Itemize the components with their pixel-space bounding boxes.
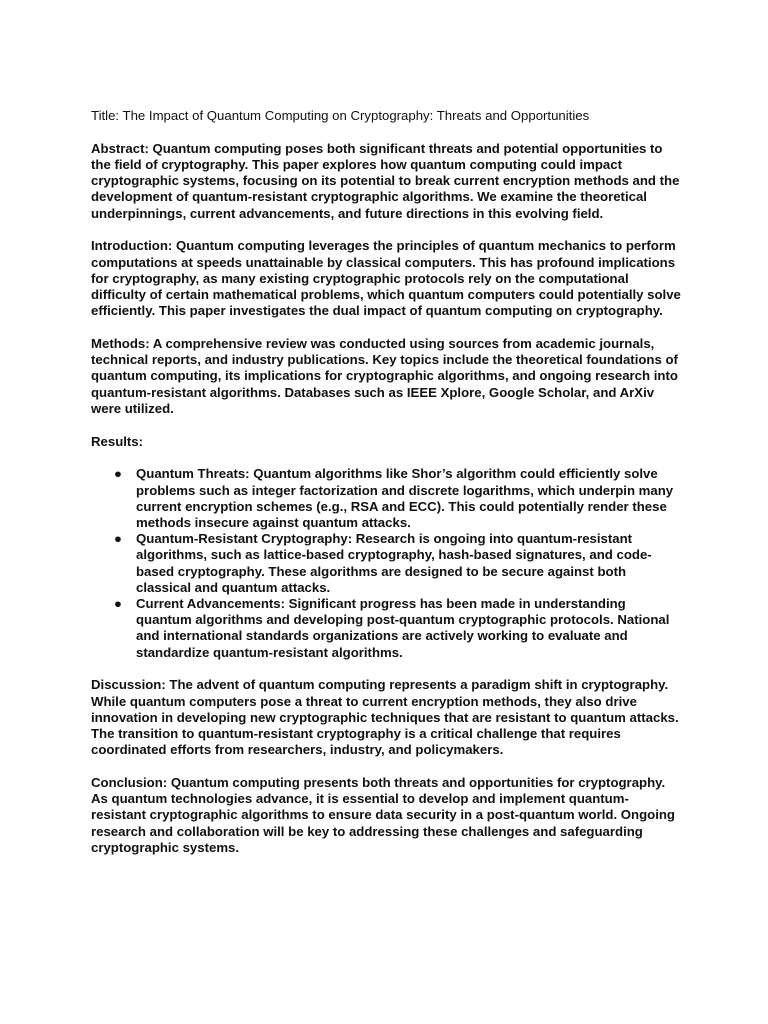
bullet-icon: ● <box>114 596 122 612</box>
abstract-paragraph: Abstract: Quantum computing poses both significant threats and potential opportunities to the field of cryptography. This paper explores how quantum computing could impact cryptographic systems, focusing on its potential to break current encryption methods and the development of quantum-resistant cryptographic algorithms. We examine the theoretical underpinnings, current advancements, and future directions in this evolving field. <box>91 140 680 221</box>
document-body <box>91 108 681 873</box>
methods-paragraph: Methods: A comprehensive review was conducted using sources from academic journals, technical reports, and industry publications. Key topics include the theoretical foundations of quantum computing, its implications for cryptographic algorithms, and ongoing research into quantum-resistant algorithms. Databases such as IEEE Xplore, Google Scholar, and ArXiv were utilized. <box>91 336 678 416</box>
result-item-text: Quantum-Resistant Cryptography: Research is ongoing into quantum-resistant algorithms, such as lattice-based cryptography, hash-based signatures, and code-based cryptography. These algorithms are designed to be secure against both classical and quantum attacks. <box>136 531 652 595</box>
bullet-icon: ● <box>114 531 122 547</box>
list-item <box>91 466 681 531</box>
conclusion-paragraph: Conclusion: Quantum computing presents both threats and opportunities for cryptography. As quantum technologies advance, it is essential to develop and implement quantum-resistant cryptographic algorithms to ensure data security in a post-quantum world. Ongoing research and collaboration will be key to addressing these challenges and safeguarding cryptographic systems. <box>91 775 675 855</box>
introduction-paragraph: Introduction: Quantum computing leverages the principles of quantum mechanics to perform computations at speeds unattainable by classical computers. This has profound implications for cryptography, as many existing cryptographic protocols rely on the computational difficulty of certain mathematical problems, which quantum computers could potentially solve efficiently. This paper investigates the dual impact of quantum computing on cryptography. <box>91 238 681 319</box>
results-heading: Results: <box>91 433 144 449</box>
bullet-icon: ● <box>114 466 122 482</box>
result-item-text: Current Advancements: Significant progress has been made in understanding quantum algorithms and developing post-quantum cryptographic protocols. National and international standards organizations are actively working to evaluate and standardize quantum-resistant algorithms. <box>136 596 670 660</box>
result-item-text: Quantum Threats: Quantum algorithms like Shor’s algorithm could efficiently solve problems such as integer factorization and discrete logarithms, which underpin many current encryption schemes (e.g., RSA and ECC). This could potentially render these methods insecure against quantum attacks. <box>136 466 674 531</box>
list-item <box>91 596 681 661</box>
discussion-paragraph: Discussion: The advent of quantum computing represents a paradigm shift in cryptography. While quantum computers pose a threat to current encryption methods, they also drive innovation in developing new cryptographic techniques that are resistant to quantum attacks. The transition to quantum-resistant cryptography is a critical challenge that requires coordinated efforts from researchers, industry, and policymakers. <box>91 677 679 758</box>
results-list <box>91 466 681 660</box>
list-item <box>91 531 681 596</box>
paper-title: Title: The Impact of Quantum Computing on Cryptography: Threats and Opportunities <box>91 108 590 123</box>
